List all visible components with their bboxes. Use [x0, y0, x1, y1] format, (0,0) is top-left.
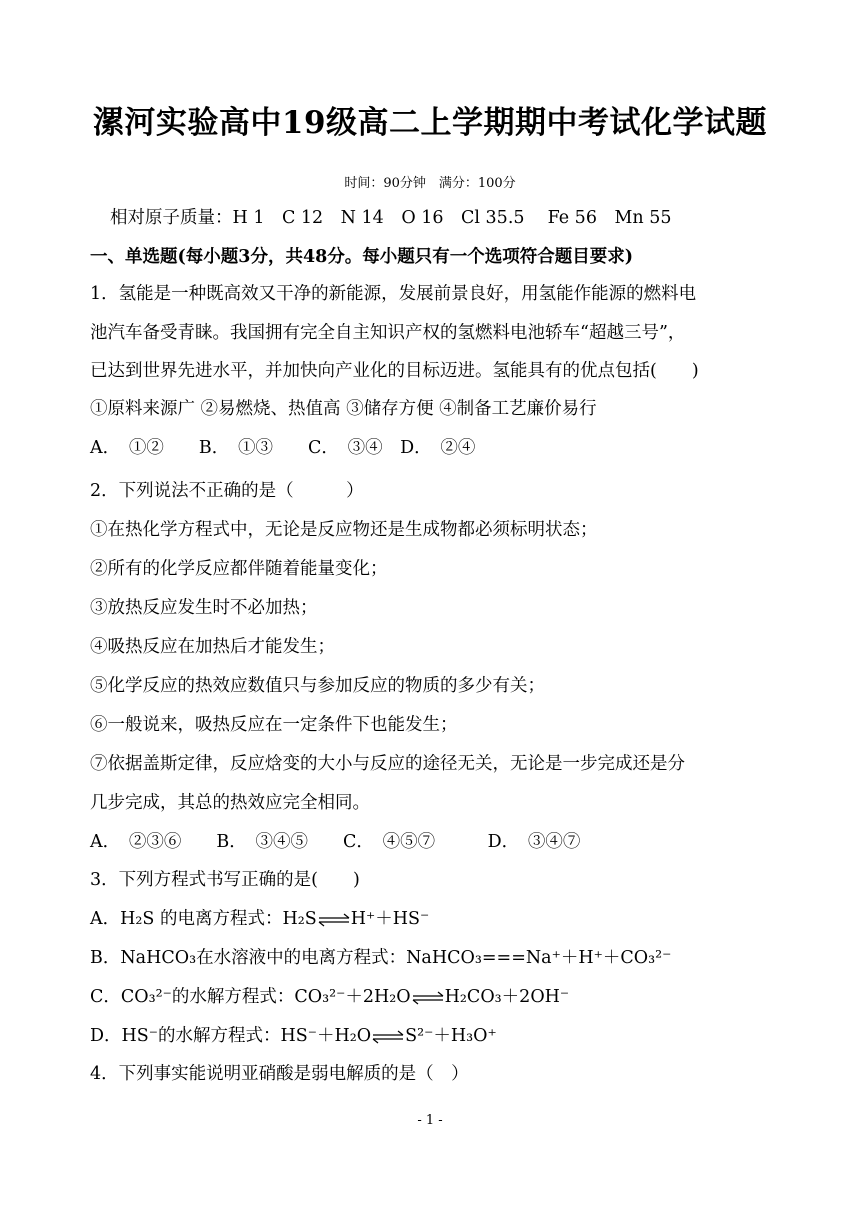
- q1-line-4: ①原料来源广 ②易燃烧、热值高 ③储存方便 ④制备工艺廉价易行: [90, 399, 597, 419]
- q2-statement-4: ④吸热反应在加热后才能发生；: [90, 637, 335, 657]
- q2-statement-1: ①在热化学方程式中，无论是反应物还是生成物都必须标明状态；: [90, 520, 598, 540]
- page-number: - 1 -: [417, 1113, 443, 1128]
- q3-stem: 3．下列方程式书写正确的是( ): [90, 870, 360, 890]
- exam-meta: 时间：90分钟 满分：100分: [344, 176, 516, 191]
- q1-line-2: 池汽车备受青睐。我国拥有完全自主知识产权的氢燃料电池轿车“超越三号”，: [90, 323, 686, 343]
- page-title: 漯河实验高中19级高二上学期期中考试化学试题: [92, 105, 768, 141]
- q3-a-right: H⁺＋HS⁻: [350, 909, 430, 929]
- q3-c-right: H₂CO₃＋2OH⁻: [444, 987, 570, 1007]
- q2-stem: 2．下列说法不正确的是（ ）: [90, 481, 364, 501]
- q3-a-left: A．H₂S 的电离方程式：H₂S: [90, 909, 317, 929]
- q3-d-right: S²⁻＋H₃O⁺: [405, 1026, 497, 1046]
- q1-line-3: 已达到世界先进水平，并加快向产业化的目标迈进。氢能具有的优点包括( ): [90, 361, 699, 381]
- atomic-masses: 相对原子质量：H 1 C 12 N 14 O 16 Cl 35.5 Fe 56 Mn 55: [110, 208, 672, 228]
- equilibrium-arrow-icon: [371, 1030, 405, 1044]
- q2-statement-2: ②所有的化学反应都伴随着能量变化；: [90, 559, 388, 579]
- q3-option-b: B．NaHCO₃在水溶液中的电离方程式：NaHCO₃===Na⁺＋H⁺＋CO₃²⁻: [90, 948, 672, 968]
- q3-option-d: [90, 1022, 497, 1047]
- q2-options: A． ②③⑥ B． ③④⑤ C． ④⑤⑦ D． ③④⑦: [90, 832, 581, 852]
- q2-statement-7a: ⑦依据盖斯定律，反应焓变的大小与反应的途径无关，无论是一步完成还是分: [90, 754, 685, 774]
- q3-d-left: D．HS⁻的水解方程式：HS⁻＋H₂O: [90, 1026, 372, 1046]
- q3-c-left: C．CO₃²⁻的水解方程式：CO₃²⁻＋2H₂O: [90, 987, 411, 1007]
- equilibrium-arrow-icon: [317, 913, 351, 927]
- q2-statement-7b: 几步完成，其总的热效应完全相同。: [90, 793, 370, 813]
- q2-statement-6: ⑥一般说来，吸热反应在一定条件下也能发生；: [90, 715, 458, 735]
- q3-option-c: [90, 983, 569, 1008]
- q2-statement-5: ⑤化学反应的热效应数值只与参加反应的物质的多少有关；: [90, 676, 545, 696]
- q2-statement-3: ③放热反应发生时不必加热；: [90, 598, 318, 618]
- equilibrium-arrow-icon: [411, 991, 445, 1005]
- q3-option-a: [90, 905, 429, 930]
- q1-line-1: 1．氢能是一种既高效又干净的新能源，发展前景良好，用氢能作能源的燃料电: [90, 284, 697, 304]
- q1-options: A． ①② B． ①③ C． ③④ D． ②④: [90, 438, 476, 458]
- q4-stem: 4．下列事实能说明亚硝酸是弱电解质的是（ ）: [90, 1064, 469, 1084]
- section-heading: 一、单选题(每小题3分，共48分。每小题只有一个选项符合题目要求): [90, 247, 634, 267]
